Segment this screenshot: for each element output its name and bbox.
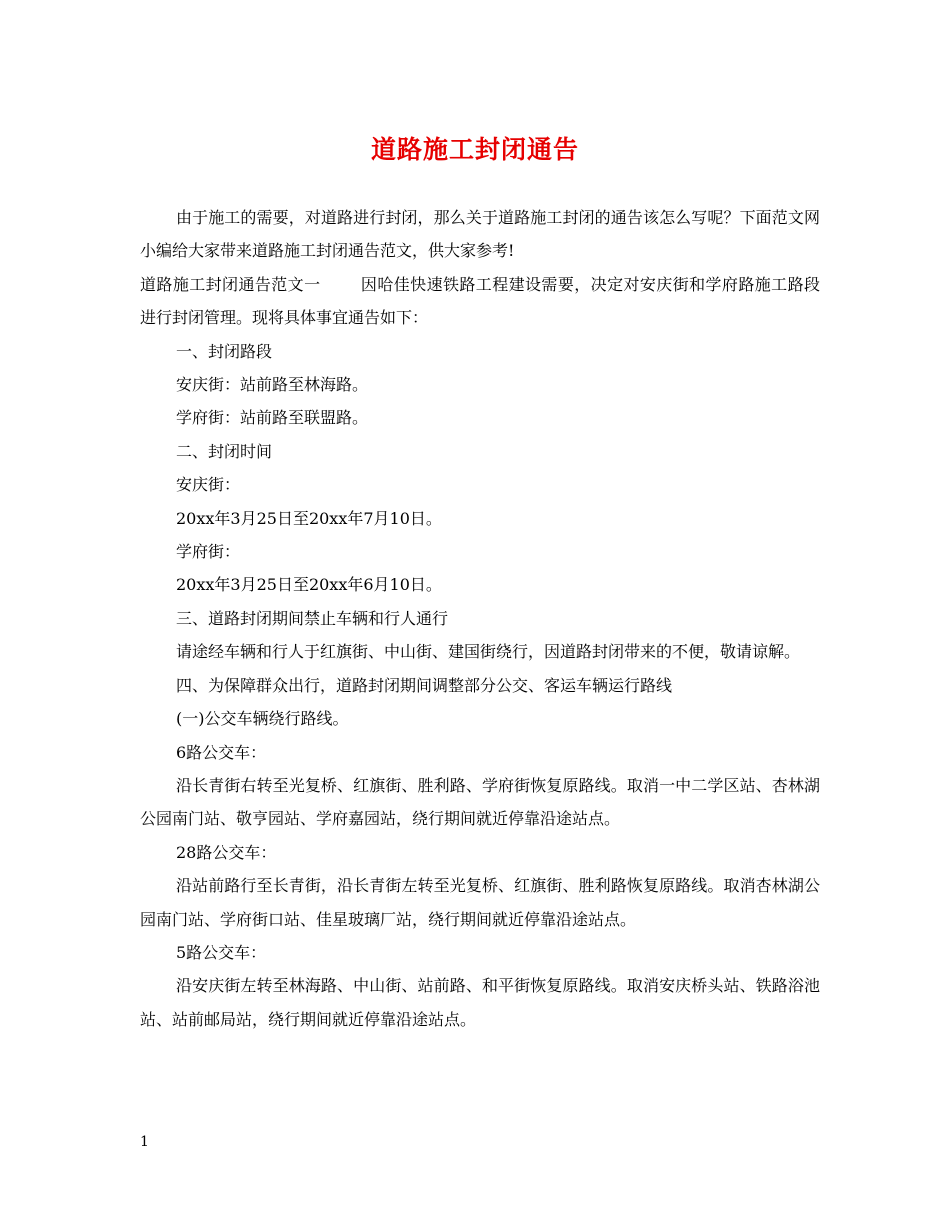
closure-time-xuefu-date: 20xx年3月25日至20xx年6月10日。 [176, 575, 442, 595]
section-heading-traffic-ban: 三、道路封闭期间禁止车辆和行人通行 [176, 608, 449, 628]
bus-28-label: 28路公交车： [176, 842, 277, 862]
closure-time-xuefu-label: 学府街： [176, 542, 241, 562]
document-body [140, 201, 820, 1036]
section-heading-closure-time: 二、封闭时间 [176, 441, 273, 461]
page-number: 1 [140, 1134, 149, 1150]
closure-time-anqing-label: 安庆街： [176, 475, 241, 495]
sample-label: 道路施工封闭通告范文一 [140, 274, 321, 294]
bus-6-label: 6路公交车： [176, 742, 267, 762]
section-heading-transit-adjustment: 四、为保障群众出行，道路封闭期间调整部分公交、客运车辆运行路线 [176, 675, 673, 695]
bus-5-route: 沿安庆街左转至林海路、中山街、站前路、和平街恢复原路线。取消安庆桥头站、铁路浴池站、站前邮局站，绕行期间就近停靠沿途站点。 [140, 976, 820, 1029]
document-title: 道路施工封闭通告 [370, 135, 579, 164]
intro-paragraph: 由于施工的需要，对道路进行封闭，那么关于道路施工封闭的通告该怎么写呢？下面范文网小编给大家带来道路施工封闭通告范文，供大家参考! [140, 208, 820, 261]
closure-time-anqing-date: 20xx年3月25日至20xx年7月10日。 [176, 508, 442, 528]
bus-5-label: 5路公交车： [176, 942, 267, 962]
bus-detour-heading: (一)公交车辆绕行路线。 [176, 709, 349, 729]
section-heading-closed-roads: 一、封闭路段 [176, 341, 273, 361]
detour-notice: 请途经车辆和行人于红旗街、中山街、建国街绕行，因道路封闭带来的不便，敬请谅解。 [176, 642, 801, 662]
closed-road-xuefu: 学府街：站前路至联盟路。 [176, 408, 369, 428]
notice-opening-paragraph [140, 268, 820, 335]
bus-6-route: 沿长青街右转至光复桥、红旗街、胜利路、学府街恢复原路线。取消一中二学区站、杏林湖公园南门站、敬亨园站、学府嘉园站，绕行期间就近停靠沿途站点。 [140, 775, 820, 829]
notice-opening-text: 因哈佳快速铁路工程建设需要，决定对安庆街和学府路施工路段进行封闭管理。现将具体事宜通告如下： [140, 274, 820, 328]
closed-road-anqing: 安庆街：站前路至林海路。 [176, 375, 369, 395]
bus-28-route: 沿站前路行至长青街，沿长青街左转至光复桥、红旗街、胜利路恢复原路线。取消杏林湖公园南门站、学府街口站、佳星玻璃厂站，绕行期间就近停靠沿途站点。 [140, 876, 820, 929]
